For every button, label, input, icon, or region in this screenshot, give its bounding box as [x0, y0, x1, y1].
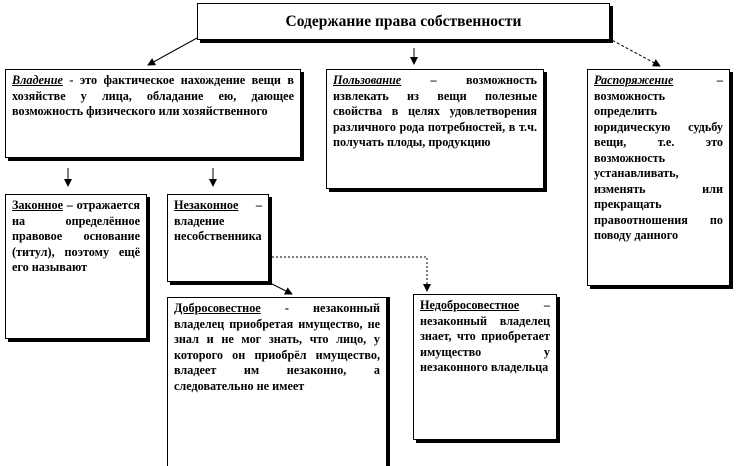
bad-faith-text: – незаконный владелец знает, что приобретает имущество у незаконного владельца	[420, 298, 550, 374]
disposal-term: Распоряжение	[594, 73, 674, 87]
good-faith-term: Добросовестное	[174, 301, 261, 315]
use-text: – возможность извлекать из вещи полезные свойства в целях удовлетворения различного рода потребностей, в т.ч. получать плоды, продукцию	[333, 73, 537, 149]
possession-dash: -	[62, 73, 80, 87]
unlawful-box	[167, 194, 269, 282]
lawful-term: Законное	[12, 198, 64, 212]
unlawful-text: – владение несобственника	[174, 198, 262, 243]
bad-faith-box	[413, 294, 557, 440]
possession-text: это фактическое нахождение вещи в хозяйстве у лица, обладание ею, дающее возможность физического или хозяйственного	[12, 73, 294, 118]
disposal-text: – возможность определить юридическую судьбу вещи, т.е. это возможность устанавливать, изменять или прекращать правоотношения по поводу данного	[594, 73, 723, 242]
disposal-box	[587, 69, 730, 286]
lawful-box	[5, 194, 147, 339]
arrow-to-good-faith	[268, 282, 292, 294]
lawful-text: – отражается на определённое правовое основание (титул), поэтому ещё его называют	[12, 198, 140, 274]
bad-faith-term: Недобросовестное	[420, 298, 520, 312]
good-faith-text: - незаконный владелец приобретая имущество, не знал и не мог знать, что лицо, у которого он приобрёл имущество, владеет им незаконно, а следовательно не имеет	[174, 301, 380, 393]
diagram-title: Содержание права собственности	[197, 3, 610, 40]
use-term: Пользование	[333, 73, 402, 87]
possession-box	[5, 69, 301, 158]
arrow-to-possession	[148, 38, 197, 65]
possession-term: Владение	[12, 73, 63, 87]
good-faith-box	[167, 297, 387, 466]
arrow-to-disposal	[608, 38, 660, 66]
arrow-to-bad-faith	[268, 257, 427, 291]
use-box	[326, 69, 544, 189]
unlawful-term: Незаконное	[174, 198, 239, 212]
